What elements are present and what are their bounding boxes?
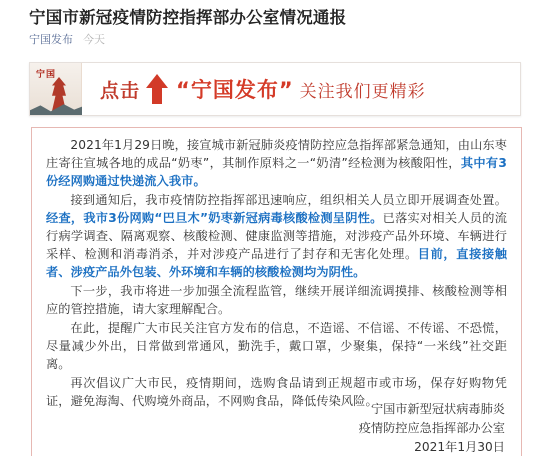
- paragraph-3: 下一步，我市将进一步加强全流程监管，继续开展详细流调摸排、核酸检测等相应的管控措施，请大家理解配合。: [46, 284, 507, 316]
- signature-date: 2021年1月30日: [414, 440, 505, 454]
- p1-text: 2021年1月29日晚，接宣城市新冠肺炎疫情防控应急指挥部紧急通知，由山东枣庄寄往宣城各地的成品“奶枣”，其制作原料之一“奶清”经检测为核酸阳性，: [46, 138, 507, 170]
- p1-highlight: 其中有3份经网购通过快递流入我市。: [46, 156, 507, 188]
- banner-prefix: 点击: [100, 79, 141, 102]
- signature-line-1: 宁国市新型冠状病毒肺炎: [370, 402, 505, 416]
- banner-brand: “宁国发布”: [176, 78, 294, 102]
- arrow-up-icon: [146, 74, 168, 104]
- banner-text: [82, 63, 426, 115]
- p2-highlight: 经查，我市3份网购“巴旦木”奶枣新冠病毒核酸检测呈阴性。: [46, 211, 383, 225]
- signature-block: [359, 400, 505, 457]
- p2-highlight-2: 目前，直接接触者、涉疫产品外包装、外环境和车辆的核酸检测均为阴性。: [46, 247, 508, 279]
- account-name-link[interactable]: 宁国发布: [29, 33, 73, 46]
- paragraph-4: 在此，提醒广大市民关注官方发布的信息，不造谣、不信谣、不传谣、不恐慌，尽量减少外出，日常做到常通风，勤洗手，戴口罩，少聚集，保持“一米线”社交距离。: [46, 321, 507, 371]
- paragraph-5: 再次倡议广大市民，疫情期间，选购食品请到正规超市或市场，保存好购物凭证，避免海淘、代购境外商品，不网购食品，降低传染风险。: [46, 376, 507, 408]
- p2-text: 接到通知后，我市疫情防控指挥部迅速响应，组织相关人员立即开展调查处置。: [70, 193, 507, 207]
- paragraph-1: [46, 136, 507, 190]
- article-title: 宁国市新冠疫情防控指挥部办公室情况通报: [29, 8, 347, 27]
- paragraph-2: [46, 191, 507, 281]
- city-logo: [30, 63, 82, 115]
- article-meta: [29, 32, 105, 48]
- publish-date: 今天: [83, 33, 105, 46]
- follow-banner[interactable]: [29, 62, 521, 116]
- banner-suffix: 关注我们更精彩: [299, 81, 426, 102]
- notice-box: [31, 127, 522, 456]
- logo-seal-text: 宁国: [36, 70, 57, 80]
- signature-line-2: 疫情防控应急指挥部办公室: [358, 421, 505, 435]
- p2-text-2: 已落实对相关人员的流行病学调查、隔离观察、核酸检测、健康监测等措施，对涉疫产品外环境、车辆进行采样、检测和消毒消杀，并对涉疫产品进行了封存和无害化处理。: [46, 211, 507, 261]
